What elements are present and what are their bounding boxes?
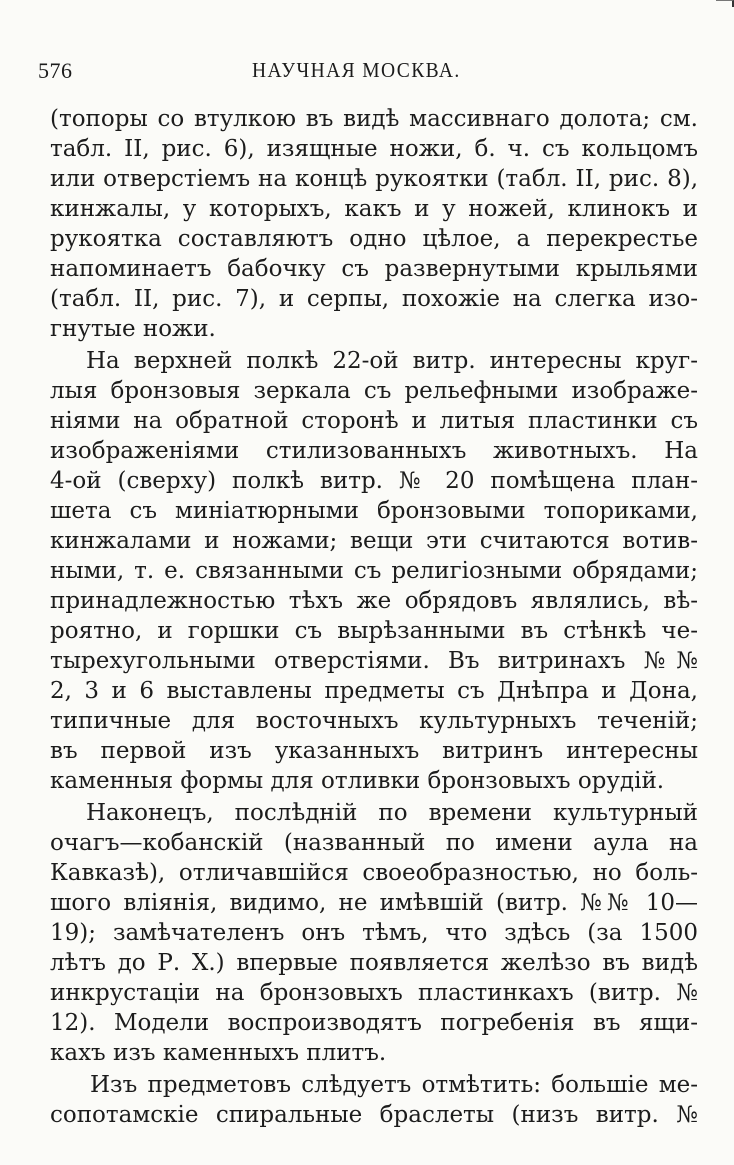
text-line: лѣтъ до Р. Х.) впервые появляется желѣзо въ видѣ (50, 950, 698, 976)
text-line: Изъ предметовъ слѣдуетъ отмѣтить: большіе ме- (90, 1072, 698, 1098)
text-line: Наконецъ, послѣдній по времени культурный (86, 800, 698, 826)
running-title: НАУЧНАЯ МОСКВА. (252, 58, 461, 82)
text-line: кинжалами и ножами; вещи эти считаются вотив- (50, 528, 698, 554)
text-line: каменныя формы для отливки бронзовыхъ орудій. (50, 768, 665, 794)
text-line: напоминаетъ бабочку съ развернутыми крыльями (50, 256, 698, 282)
text-line: типичные для восточныхъ культурныхъ теченій; (50, 708, 698, 734)
text-line: (топоры со втулкою въ видѣ массивнаго долота; см. (50, 106, 698, 132)
text-line: принадлежностью тѣхъ же обрядовъ являлись, вѣ- (50, 588, 698, 614)
text-line: ными, т. е. связанными съ религіозными обрядами; (50, 558, 698, 584)
text-line: 19); замѣчателенъ онъ тѣмъ, что здѣсь (за 1500 (50, 920, 698, 946)
text-line: инкрустаціи на бронзовыхъ пластинкахъ (витр. № (50, 980, 698, 1006)
text-line: очагъ—кобанскій (названный по имени аула на (50, 830, 698, 856)
text-line: шета съ миніатюрными бронзовыми топориками, (50, 498, 698, 524)
scan-edge-mark (716, 0, 734, 7)
text-line: рукоятка составляютъ одно цѣлое, а перекрестье (50, 226, 698, 252)
text-line: кахъ изъ каменныхъ плитъ. (50, 1040, 387, 1066)
text-line: въ первой изъ указанныхъ витринъ интересны (50, 738, 698, 764)
text-line: 2, 3 и 6 выставлены предметы съ Днѣпра и Дона, (50, 678, 698, 704)
text-line: На верхней полкѣ 22-ой витр. интересны круг- (86, 348, 698, 374)
text-line: 12). Модели воспроизводятъ погребенія въ ящи- (50, 1010, 698, 1036)
text-line: Кавказѣ), отличавшійся своеобразностью, но боль- (50, 860, 698, 886)
page-number: 576 (38, 58, 73, 83)
text-line: табл. II, рис. 6), изящные ножи, б. ч. съ кольцомъ (50, 136, 698, 162)
text-line: 4-ой (сверху) полкѣ витр. № 20 помѣщена план- (50, 468, 698, 494)
text-line: (табл. II, рис. 7), и серпы, похожіе на слегка изо- (50, 286, 698, 312)
text-line: лыя бронзовыя зеркала съ рельефными изображе- (50, 378, 698, 404)
text-line: изображеніями стилизованныхъ животныхъ. На (50, 438, 698, 464)
text-line: шого вліянія, видимо, не имѣвшій (витр. №№ 10— (50, 890, 698, 916)
text-line: тырехугольными отверстіями. Въ витринахъ №№ (50, 648, 698, 674)
text-line: сопотамскіе спиральные браслеты (низъ витр. № (50, 1102, 698, 1128)
page-header (38, 58, 698, 88)
text-line: кинжалы, у которыхъ, какъ и у ножей, клинокъ и (50, 196, 698, 222)
text-line: роятно, и горшки съ вырѣзанными въ стѣнкѣ че- (50, 618, 698, 644)
text-line: гнутые ножи. (50, 316, 216, 342)
text-line: ніями на обратной сторонѣ и литыя пластинки съ (50, 408, 698, 434)
text-line: или отверстіемъ на концѣ рукоятки (табл. II, рис. 8), (50, 166, 698, 192)
